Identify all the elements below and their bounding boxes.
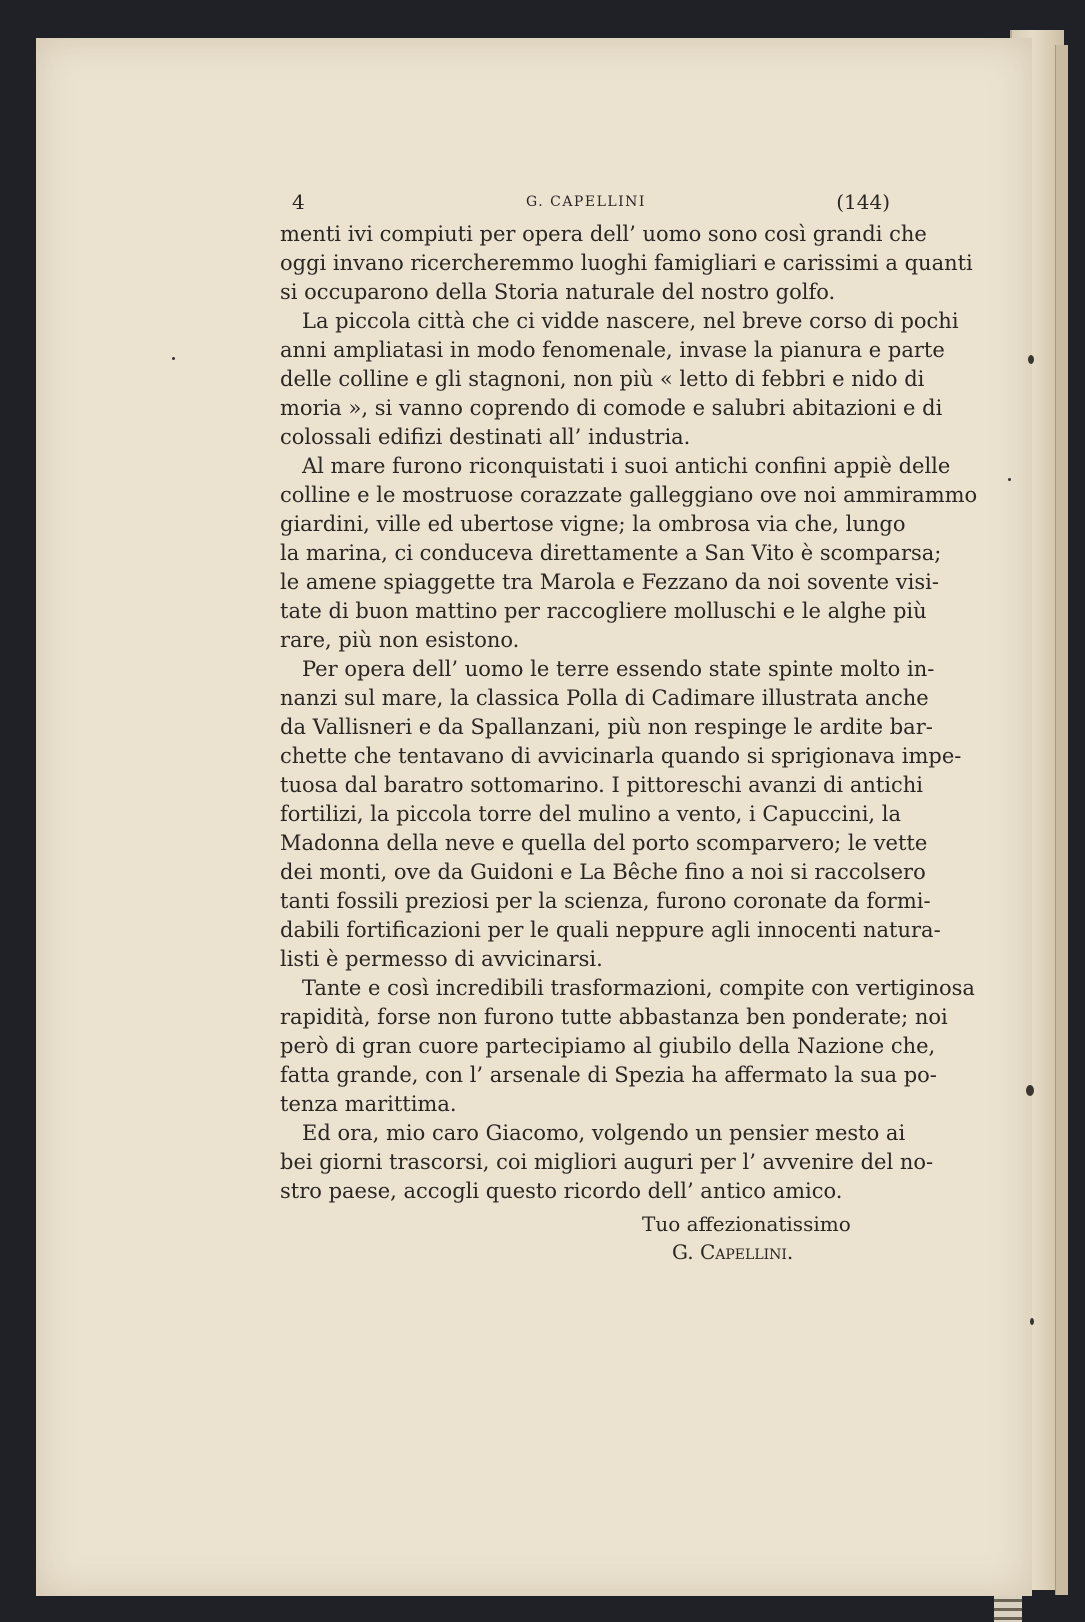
text-line: dabili fortificazioni per le quali neppure agli innocenti natura- [280, 918, 941, 942]
paper-speck [1028, 355, 1034, 364]
text-line: colline e le mostruose corazzate galleggiano ove noi ammirammo [280, 483, 978, 507]
original-page-number: (144) [836, 190, 890, 214]
text-line: dei monti, ove da Guidoni e La Bêche fino a noi si raccolsero [280, 860, 926, 884]
book-spine-edge [1055, 45, 1068, 1595]
text-line: Madonna della neve e quella del porto scomparvero; le vette [280, 831, 928, 855]
text-line: oggi invano ricercheremmo luoghi famigliari e carissimi a quanti [280, 251, 973, 275]
text-line: menti ivi compiuti per opera dell’ uomo sono così grandi che [280, 222, 927, 246]
text-line: la marina, ci conduceva direttamente a San Vito è scomparsa; [280, 541, 942, 565]
paper-speck [172, 357, 175, 360]
text-line: però di gran cuore partecipiamo al giubilo della Nazione che, [280, 1034, 936, 1058]
text-line: rare, più non esistono. [280, 628, 520, 652]
text-line: si occuparono della Storia naturale del nostro golfo. [280, 280, 836, 304]
text-line: colossali edifizi destinati all’ industria. [280, 425, 691, 449]
text-line: tuosa dal baratro sottomarino. I pittoreschi avanzi di antichi [280, 773, 924, 797]
text-line: stro paese, accogli questo ricordo dell’ antico amico. [280, 1179, 843, 1203]
text-line: le amene spiaggette tra Marola e Fezzano da noi sovente visi- [280, 570, 939, 594]
paper-speck [1030, 1318, 1034, 1325]
text-line: tate di buon mattino per raccogliere molluschi e le alghe più [280, 599, 927, 623]
text-line: Per opera dell’ uomo le terre essendo state spinte molto in- [302, 657, 935, 681]
text-line: La piccola città che ci vidde nascere, nel breve corso di pochi [302, 309, 959, 333]
text-line: tanti fossili preziosi per la scienza, furono coronate da formi- [280, 889, 931, 913]
text-line: rapidità, forse non furono tutte abbastanza ben ponderate; noi [280, 1005, 948, 1029]
text-line: Al mare furono riconquistati i suoi antichi confini appiè delle [302, 454, 951, 478]
text-line: nanzi sul mare, la classica Polla di Cadimare illustrata anche [280, 686, 929, 710]
running-head [280, 190, 892, 216]
text-line: da Vallisneri e da Spallanzani, più non respinge le ardite bar- [280, 715, 933, 739]
text-line: Tante e così incredibili trasformazioni, compite con vertiginosa [302, 976, 975, 1000]
text-line: chette che tentavano di avvicinarla quando si sprigionava impe- [280, 744, 962, 768]
text-line: tenza marittima. [280, 1092, 457, 1116]
page-number: 4 [292, 190, 305, 214]
paper-speck [1026, 1085, 1034, 1096]
running-title: G. CAPELLINI [526, 194, 646, 210]
salutation: Tuo affezionatissimo [642, 1212, 851, 1236]
text-line: giardini, ville ed ubertose vigne; la ombrosa via che, lungo [280, 512, 906, 536]
signature-name: G. Capellini. [672, 1240, 794, 1264]
text-line: fortilizi, la piccola torre del mulino a vento, i Capuccini, la [280, 802, 902, 826]
text-line: moria », si vanno coprendo di comode e salubri abitazioni e di [280, 396, 943, 420]
text-line: fatta grande, con l’ arsenale di Spezia ha affermato la sua po- [280, 1063, 937, 1087]
text-line: Ed ora, mio caro Giacomo, volgendo un pensier mesto ai [302, 1121, 906, 1145]
text-line: listi è permesso di avvicinarsi. [280, 947, 603, 971]
paper-speck [1008, 478, 1011, 481]
text-line: delle colline e gli stagnoni, non più « letto di febbri e nido di [280, 367, 925, 391]
text-line: bei giorni trascorsi, coi migliori auguri per l’ avvenire del no- [280, 1150, 934, 1174]
text-line: anni ampliatasi in modo fenomenale, invase la pianura e parte [280, 338, 945, 362]
